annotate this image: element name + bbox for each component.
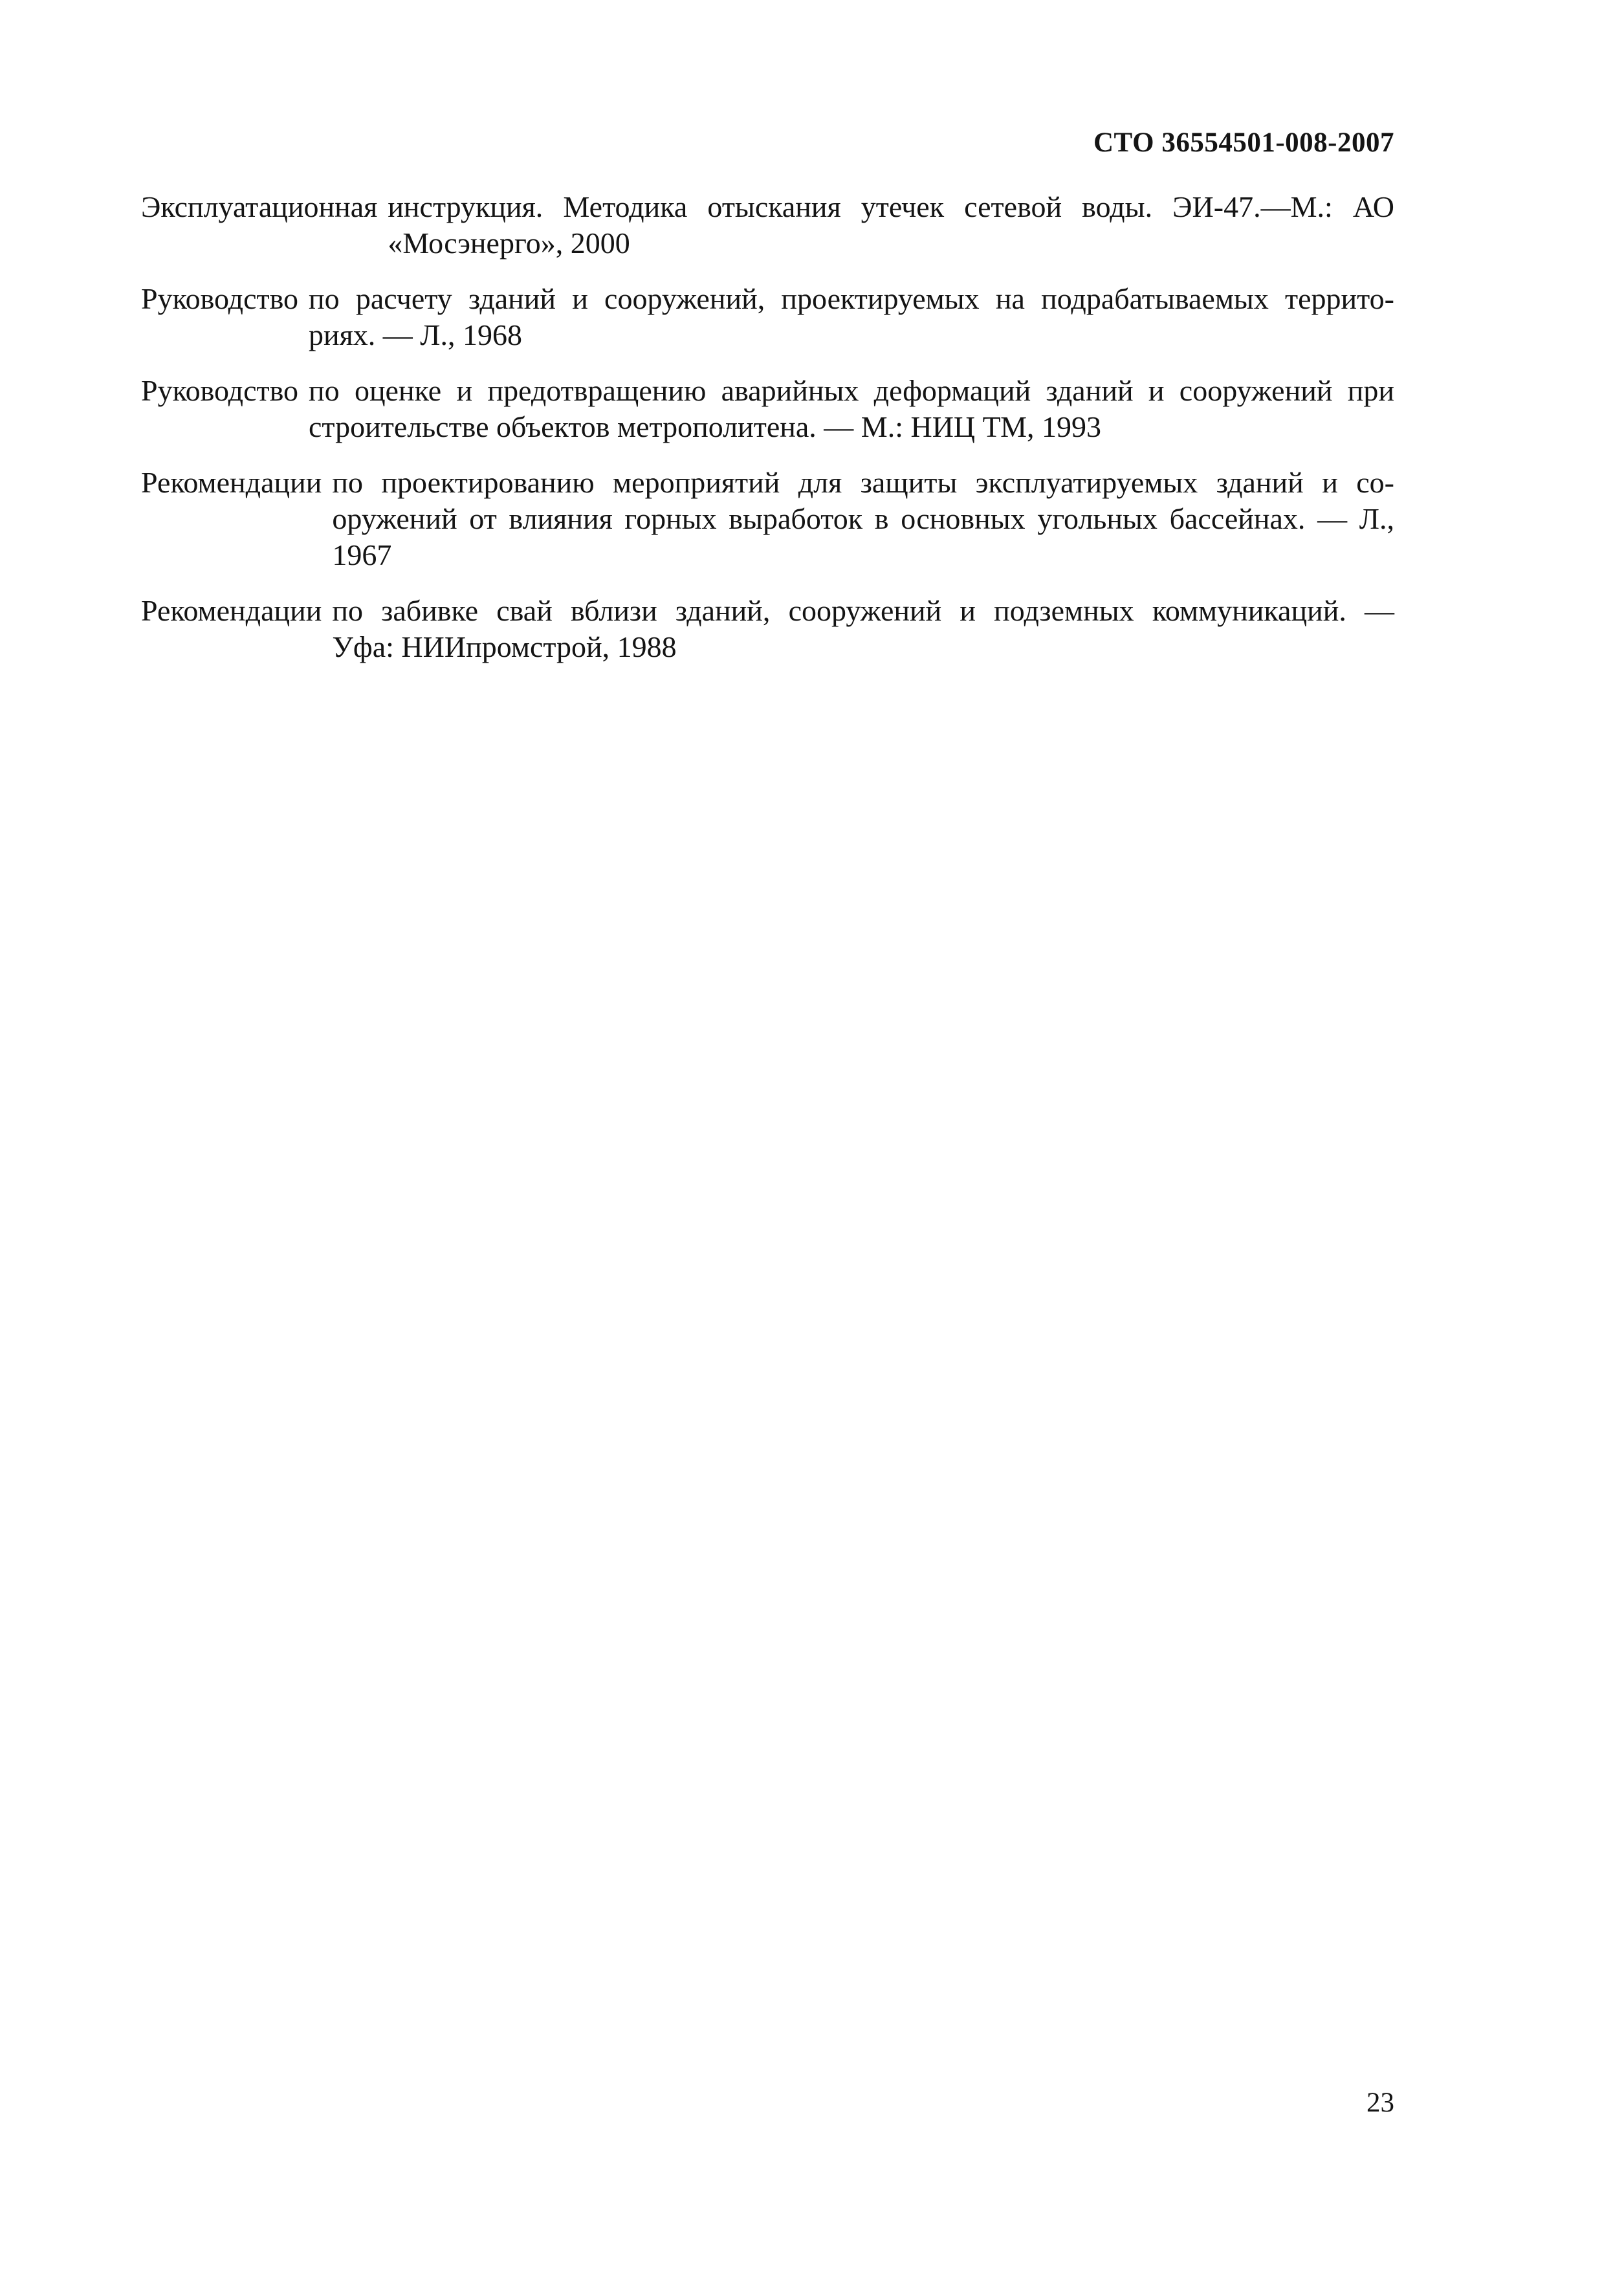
reference-line: Уфа: НИИпромстрой, 1988 bbox=[332, 630, 677, 663]
reference-body bbox=[322, 593, 1394, 665]
reference-line: 1967 bbox=[332, 538, 392, 571]
reference-head: Рекомендации bbox=[141, 594, 322, 627]
reference-head: Эксплуатационная bbox=[141, 190, 378, 223]
reference-item bbox=[141, 593, 1394, 665]
page-number: 23 bbox=[1366, 2088, 1394, 2118]
reference-line: по расчету зданий и сооружений, проектируемых на подрабатываемых террито- bbox=[309, 282, 1394, 315]
reference-line: «Мосэнерго», 2000 bbox=[388, 226, 630, 259]
document-code: СТО 36554501-008-2007 bbox=[1093, 127, 1394, 158]
reference-body bbox=[298, 281, 1394, 353]
reference-list bbox=[141, 189, 1394, 685]
reference-line: по проектированию мероприятий для защиты эксплуатируемых зданий и со- bbox=[332, 466, 1394, 499]
reference-line: по забивке свай вблизи зданий, сооружений и подземных коммуникаций. — bbox=[332, 594, 1394, 627]
reference-body bbox=[298, 373, 1394, 445]
reference-head: Рекомендации bbox=[141, 466, 322, 499]
reference-head: Руководство bbox=[141, 374, 299, 407]
reference-item bbox=[141, 465, 1394, 573]
reference-item bbox=[141, 281, 1394, 353]
reference-body bbox=[377, 189, 1394, 261]
reference-head: Руководство bbox=[141, 282, 299, 315]
reference-line: инструкция. Методика отыскания утечек сетевой воды. ЭИ-47.—М.: АО bbox=[388, 190, 1394, 223]
reference-line: по оценке и предотвращению аварийных деформаций зданий и сооружений при bbox=[309, 374, 1394, 407]
reference-line: оружений от влияния горных выработок в основных угольных бассейнах. — Л., bbox=[332, 502, 1394, 535]
reference-line: строительстве объектов метрополитена. — М.: НИЦ ТМ, 1993 bbox=[309, 410, 1102, 443]
reference-line: риях. — Л., 1968 bbox=[309, 318, 522, 351]
reference-body bbox=[322, 465, 1394, 573]
reference-item bbox=[141, 373, 1394, 445]
reference-item bbox=[141, 189, 1394, 261]
